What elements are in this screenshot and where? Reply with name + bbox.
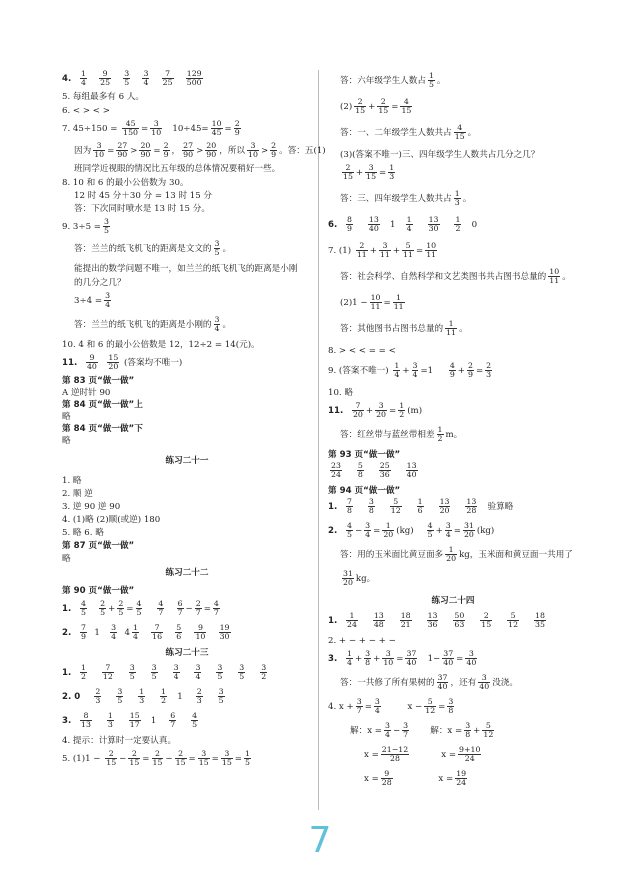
answer-line: 4. $\frac{1}{4}$ $\frac{9}{25}$ $\frac{3}{5}$ $\frac{3}{4}$ $\frac{7}{25}$ $\frac{129}{500}$ [62, 69, 202, 88]
answer-line: 4. (1)略 (2)顺(或逆) 180 [62, 515, 161, 525]
exercise-title: 练习二十一 [165, 456, 209, 466]
answer-line: 答：社会科学、自然科学和文艺类图书共占图书总量的 $\frac{10}{11}$ 。 [340, 267, 571, 286]
answer-line: 答：兰兰的纸飞机飞的距离是文文的 $\frac{3}{5}$ 。 [74, 239, 232, 258]
answer-line: 4. 提示：计算时一定要认真。 [62, 736, 177, 746]
answer-line: A 逆时针 90 [62, 388, 111, 398]
answer-line: 7. 45÷150 = $\frac{45}{150}$ = $\frac{3}{10}$ 10÷45= $\frac{10}{45}$ = $\frac{2}{9}$ [62, 119, 240, 138]
exercise-title: 练习二十二 [165, 568, 209, 578]
answer-line: 2. 0 $\frac{2}{3}$ $\frac{3}{5}$ $\frac{1}{3}$ $\frac{1}{2}$ 1 $\frac{2}{3}$ $\frac{3}{5}$ [62, 687, 224, 706]
answer-line: 2. $\frac{7}{9}$ 1 $\frac{3}{4}$ 4 $\frac{1}{4}$ $\frac{7}{16}$ $\frac{5}{6}$ $\frac{9}{10}$ $\frac{19}{30}$ [62, 623, 230, 642]
answer-line: 答：下次同时喷水是 13 时 15 分。 [74, 204, 210, 214]
answer-line: 1. $\frac{4}{5}$ $\frac{2}{5}$ + $\frac{2}{5}$ = $\frac{4}{5}$ $\frac{4}{7}$ $\frac{6}{7}$ − $\frac{2}{7}$ = $\frac{4}{7}$ [62, 599, 219, 618]
page-number: 7 [308, 820, 332, 861]
answer-line: 5. 略 6. 略 [62, 528, 104, 538]
section-heading: 第 83 页“做一做” [62, 376, 135, 386]
answer-line: 12 时 45 分＋30 分 = 13 时 15 分 [74, 191, 213, 201]
answer-line: 能提出的数学问题不唯一，如兰兰的纸飞机飞的距离是小刚 [74, 264, 298, 274]
section-heading: 第 87 页“做一做” [62, 541, 135, 551]
answer-line: 3. $\frac{1}{4}$ + $\frac{3}{8}$ + $\frac{3}{10}$ = $\frac{37}{40}$ 1− $\frac{37}{40}$ = $\frac{3}{40}$ [328, 649, 477, 668]
answer-line: 10. 略 [328, 388, 353, 398]
exercise-title: 练习二十三 [165, 648, 209, 658]
answer-line: 7. (1) $\frac{2}{11}$ + $\frac{3}{11}$ + $\frac{5}{11}$ = $\frac{10}{11}$ [328, 241, 437, 260]
answer-line: 1. 略 [62, 476, 82, 486]
answer-line: 答：红丝带与蓝丝带相差 $\frac{1}{2}$ m。 [340, 425, 463, 444]
answer-line: (2) $\frac{2}{15}$ + $\frac{2}{15}$ = $\frac{4}{15}$ [340, 97, 412, 116]
left-column [62, 69, 326, 774]
answer-line: $\frac{23}{24}$ $\frac{5}{8}$ $\frac{25}{36}$ $\frac{13}{40}$ [331, 461, 417, 480]
answer-line: 略 [62, 412, 71, 422]
answer-line: (3)(答案不唯一)三、四年级学生人数共占几分之几？ [340, 150, 540, 160]
answer-line: 略 [62, 436, 71, 446]
right-column [328, 72, 578, 794]
column-divider [318, 70, 319, 810]
section-heading: 第 90 页“做一做” [62, 586, 135, 596]
answer-line: x = $\frac{9}{28}$ x = $\frac{19}{24}$ [364, 769, 467, 788]
answer-line: 4. x + $\frac{3}{7}$ = $\frac{3}{4}$ x − $\frac{5}{12}$ = $\frac{3}{8}$ [328, 697, 454, 716]
answer-line: 5. 每组最多有 6 人。 [62, 92, 145, 102]
answer-line: 2. $\frac{4}{5}$ − $\frac{3}{4}$ = $\frac{1}{20}$ (kg) $\frac{4}{5}$ + $\frac{3}{4}$ = $\frac{31}{20}$ (kg) [328, 521, 495, 540]
answer-line: 答：一共修了所有果树的 $\frac{37}{40}$ ，还有 $\frac{3}{40}$ 没浇。 [340, 673, 518, 692]
section-heading: 第 84 页“做一做”上 [62, 400, 143, 410]
answer-line: 1. $\frac{1}{2}$ $\frac{7}{12}$ $\frac{3}{5}$ $\frac{3}{5}$ $\frac{3}{4}$ $\frac{3}{4}$ $\frac{3}{5}$ $\frac{3}{5}$ $\frac{3}{2}$ [62, 663, 267, 682]
answer-line: 答：六年级学生人数占 $\frac{1}{5}$ 。 [340, 71, 446, 90]
section-heading: 第 84 页“做一做”下 [62, 424, 143, 434]
answer-line: $\frac{31}{20}$ kg。 [343, 569, 376, 588]
answer-line: 9. 3÷5 = $\frac{3}{5}$ [62, 217, 109, 236]
answer-line: 答：三、四年级学生人数共占 $\frac{1}{3}$ 。 [340, 189, 472, 208]
section-heading: 第 94 页“做一做” [328, 486, 401, 496]
answer-line: 因为 $\frac{3}{10}$ = $\frac{27}{90}$ > $\frac{20}{90}$ = $\frac{2}{9}$ ， $\frac{27}{90}$ > $\frac{20}{90}$ ，所以 $\frac{3}{10}$ > $\frac{2}{9}$ 。答：五(1) [74, 141, 326, 160]
answer-line: 3. 逆 90 逆 90 [62, 502, 121, 512]
answer-line: 10. 4 和 6 的最小公倍数是 12，12÷2 = 14(元)。 [62, 340, 260, 350]
answer-line: 1. $\frac{7}{8}$ $\frac{3}{8}$ $\frac{5}{12}$ $\frac{1}{6}$ $\frac{13}{20}$ $\frac{13}{28}$ 验算略 [328, 497, 514, 516]
answer-line: 答：其他图书占图书总量的 $\frac{1}{11}$ 。 [340, 319, 468, 338]
answer-line: 3÷4 = $\frac{3}{4}$ [74, 291, 111, 310]
answer-line: 2. 顺 逆 [62, 489, 93, 499]
answer-line: 1. $\frac{1}{24}$ $\frac{13}{48}$ $\frac{18}{21}$ $\frac{13}{36}$ $\frac{50}{63}$ $\frac{2}{15}$ $\frac{5}{12}$ $\frac{18}{35}$ [328, 611, 545, 630]
answer-line: 9. (答案不唯一) $\frac{1}{4}$ + $\frac{3}{4}$ =1 $\frac{4}{9}$ + $\frac{2}{9}$ = $\frac{2}{3}$ [328, 361, 492, 380]
answer-line: 答：用的玉米面比黄豆面多 $\frac{1}{20}$ kg，玉米面和黄豆面一共用了 [340, 545, 573, 564]
answer-line: 11. $\frac{7}{20}$ + $\frac{3}{20}$ = $\frac{1}{2}$ (m) [328, 401, 423, 420]
answer-line: 略 [62, 554, 71, 564]
answer-line: 11. $\frac{9}{40}$ $\frac{15}{20}$ (答案均不唯一) [62, 353, 183, 372]
answer-line: 8. 10 和 6 的最小公倍数为 30。 [62, 178, 189, 188]
answer-line: 的几分之几？ [74, 278, 126, 288]
answer-line: x = $\frac{21-12}{28}$ x = $\frac{9+10}{24}$ [364, 745, 481, 764]
answer-line: 2. + − + − + − [328, 636, 396, 646]
answer-line: 解：x = $\frac{3}{4}$ − $\frac{3}{7}$ 解：x = $\frac{3}{8}$ + $\frac{5}{12}$ [350, 721, 494, 740]
answer-line: 答：一、二年级学生人数共占 $\frac{4}{15}$ 。 [340, 123, 477, 142]
section-heading: 第 93 页“做一做” [328, 450, 401, 460]
answer-line: 8. > < < = = < [328, 346, 396, 356]
answer-line: $\frac{2}{15}$ + $\frac{3}{15}$ = $\frac{1}{3}$ [343, 163, 395, 182]
answer-line: 5. (1)1 − $\frac{2}{15}$ − $\frac{2}{15}$ = $\frac{2}{15}$ − $\frac{2}{15}$ = $\frac{3}{15}$ = $\frac{3}{15}$ = $\frac{1}{5}$ [62, 749, 250, 768]
answer-line: 3. $\frac{8}{13}$ $\frac{1}{3}$ $\frac{15}{17}$ 1 $\frac{6}{7}$ $\frac{4}{5}$ [62, 711, 198, 730]
answer-line: (2)1 − $\frac{10}{11}$ = $\frac{1}{11}$ [340, 293, 404, 312]
answer-line: 6. $\frac{8}{9}$ $\frac{13}{40}$ 1 $\frac{1}{4}$ $\frac{13}{30}$ $\frac{1}{2}$ 0 [328, 215, 478, 234]
answer-line: 班同学近视眼的情况比五年级的总体情况要稍好一些。 [74, 164, 281, 174]
exercise-title: 练习二十四 [431, 596, 475, 606]
answer-line: 答：兰兰的纸飞机飞的距离是小刚的 $\frac{3}{4}$ 。 [74, 315, 232, 334]
answer-line: 6. < > < > [62, 106, 110, 116]
